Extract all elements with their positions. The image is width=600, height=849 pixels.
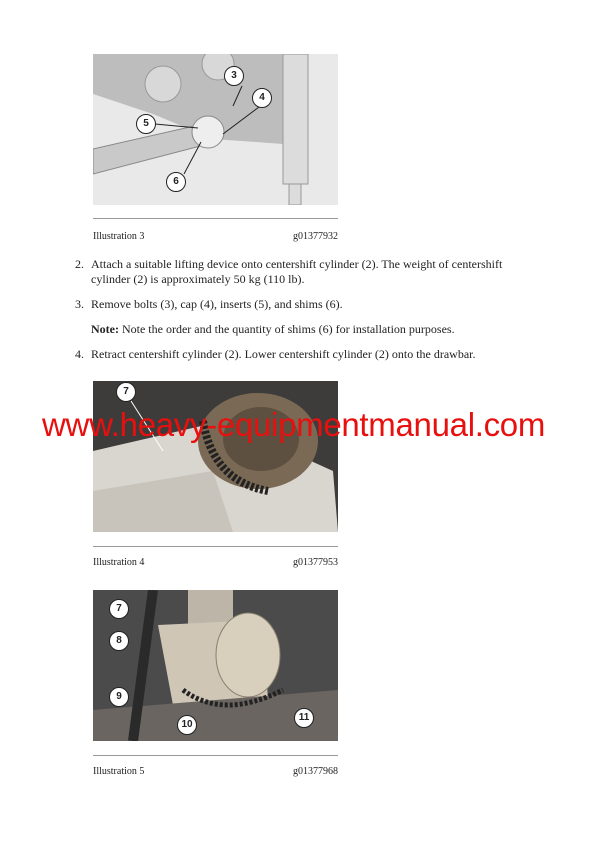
step-number: 3. bbox=[75, 297, 84, 311]
step-text: Attach a suitable lifting device onto centershift cylinder (2). The weight of centershift cylinder (2) is approximately 50 kg (110 lb). bbox=[91, 257, 503, 286]
caption-code: g01377932 bbox=[293, 231, 338, 242]
watermark: www.heavy-equipmentmanual.com bbox=[42, 406, 546, 443]
step-number: 2. bbox=[75, 257, 84, 271]
note-text: Note the order and the quantity of shims (6) for installation purposes. bbox=[118, 322, 455, 336]
note bbox=[91, 322, 455, 337]
callout-7: 7 bbox=[109, 599, 129, 619]
callout-7: 7 bbox=[116, 382, 136, 402]
illustration-4-photo bbox=[93, 381, 338, 532]
illustration-3-caption bbox=[93, 231, 338, 242]
callout-10: 10 bbox=[177, 715, 197, 735]
caption-label: Illustration 4 bbox=[93, 557, 145, 568]
callout-3: 3 bbox=[224, 66, 244, 86]
caption-label: Illustration 5 bbox=[93, 766, 145, 777]
divider bbox=[93, 218, 338, 219]
illustration-5-photo bbox=[93, 590, 338, 741]
callout-6: 6 bbox=[166, 172, 186, 192]
illustration-3-image bbox=[93, 54, 338, 205]
caption-code: g01377953 bbox=[293, 557, 338, 568]
illustration-4-caption bbox=[93, 557, 338, 568]
callout-9: 9 bbox=[109, 687, 129, 707]
divider bbox=[93, 755, 338, 756]
caption-label: Illustration 3 bbox=[93, 231, 145, 242]
caption-code: g01377968 bbox=[293, 766, 338, 777]
step-number: 4. bbox=[75, 347, 84, 361]
divider bbox=[93, 546, 338, 547]
callout-11: 11 bbox=[294, 708, 314, 728]
note-label: Note: bbox=[91, 322, 119, 336]
illustration-5-caption bbox=[93, 766, 338, 777]
callout-4: 4 bbox=[252, 88, 272, 108]
callout-8: 8 bbox=[109, 631, 129, 651]
callout-5: 5 bbox=[136, 114, 156, 134]
step-text: Retract centershift cylinder (2). Lower centershift cylinder (2) onto the drawbar. bbox=[91, 347, 476, 361]
step-text: Remove bolts (3), cap (4), inserts (5), and shims (6). bbox=[91, 297, 343, 311]
